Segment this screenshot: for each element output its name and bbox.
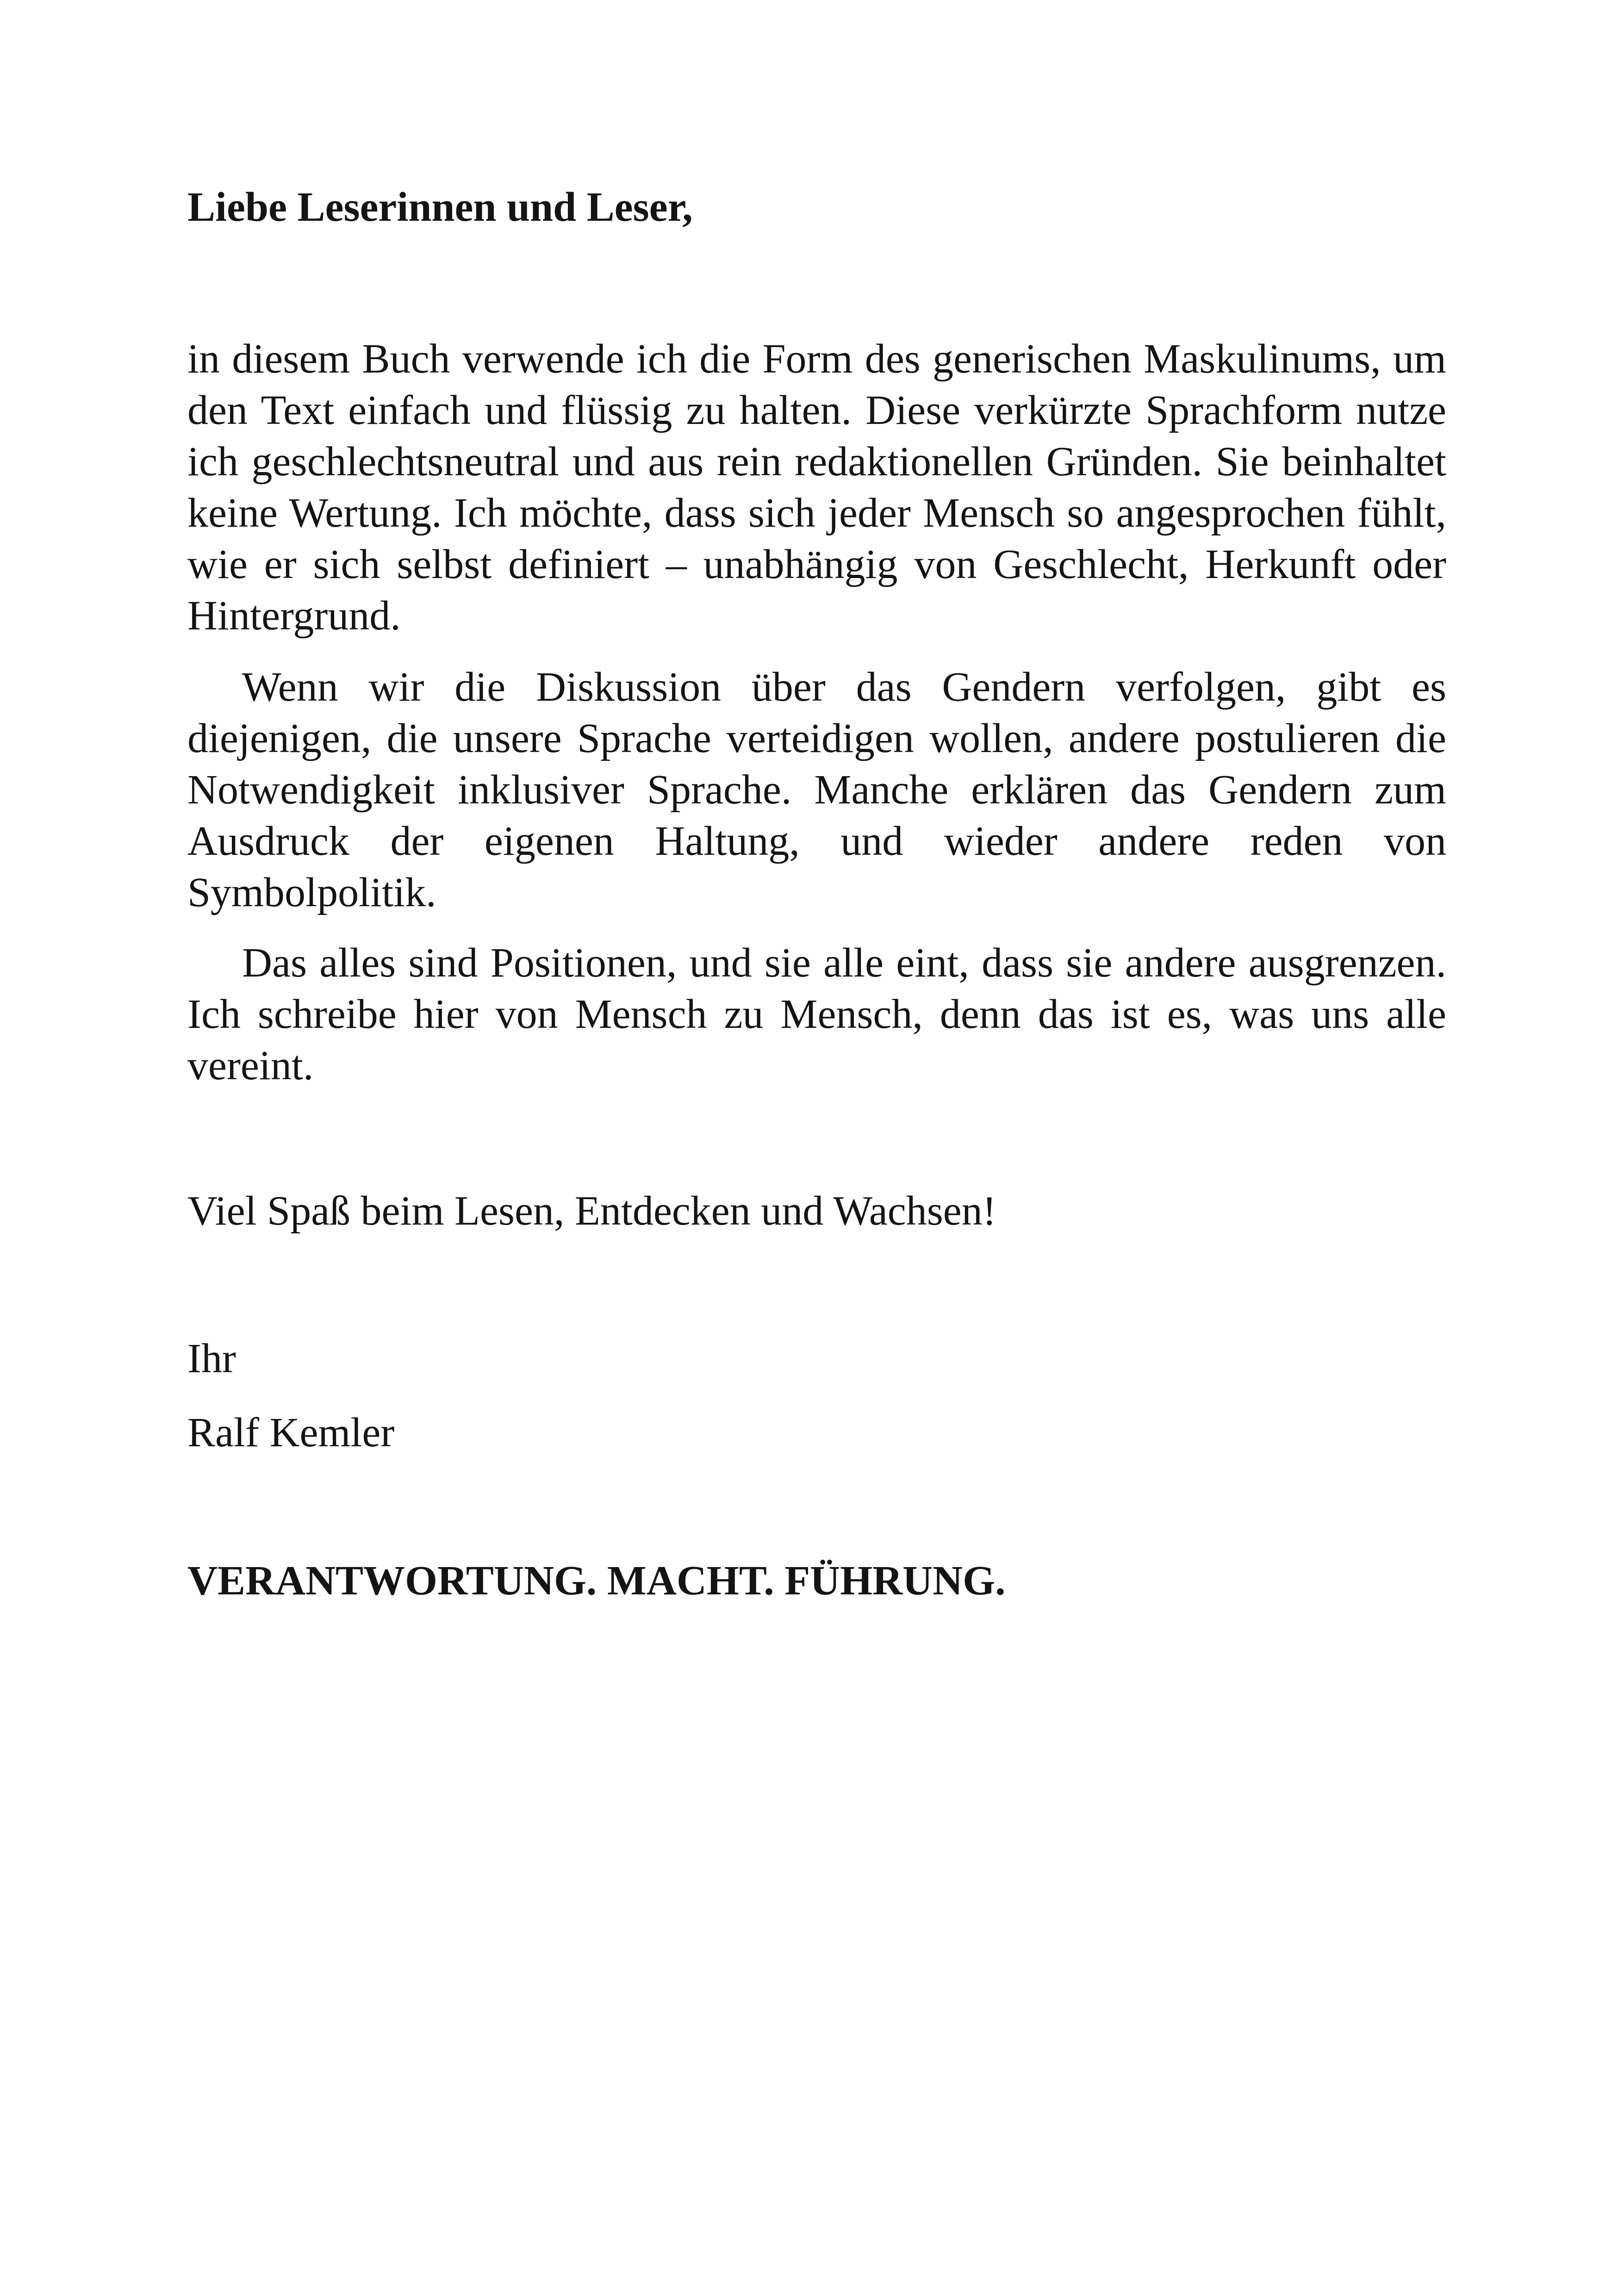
signature-name: Ralf Kemler [187,1410,395,1456]
paragraph-2: Wenn wir die Diskussion über das Gendern verfolgen, gibt es diejenigen, die unsere Sprache verteidigen wollen, andere postulieren die Notwendigkeit inklusiver Sprache. Manche erklären das Gendern zum Ausdruck der eigenen Haltung, und wieder andere reden von Symbolpolitik. [187,664,1446,915]
closing-line: Viel Spaß beim Lesen, Entdecken und Wachsen! [187,1188,996,1234]
paragraph-1: in diesem Buch verwende ich die Form des generischen Maskulinums, um den Text einfach und flüssig zu halten. Diese verkürzte Sprachform nutze ich geschlechtsneutral und aus rein redaktionellen Gründen. Sie beinhaltet keine Wertung. Ich möchte, dass sich jeder Mensch so angesprochen fühlt, wie er sich selbst definiert – unabhängig von Geschlecht, Herkunft oder Hintergrund. [187,336,1446,639]
motto-line: VERANTWORTUNG. MACHT. FÜHRUNG. [187,1558,1006,1604]
signature-prefix: Ihr [187,1336,236,1381]
paragraph-3: Das alles sind Positionen, und sie alle eint, dass sie andere ausgrenzen. Ich schreibe hier von Mensch zu Mensch, denn das ist es, was uns alle vereint. [187,940,1446,1089]
letter-greeting: Liebe Leserinnen und Leser, [187,184,693,230]
